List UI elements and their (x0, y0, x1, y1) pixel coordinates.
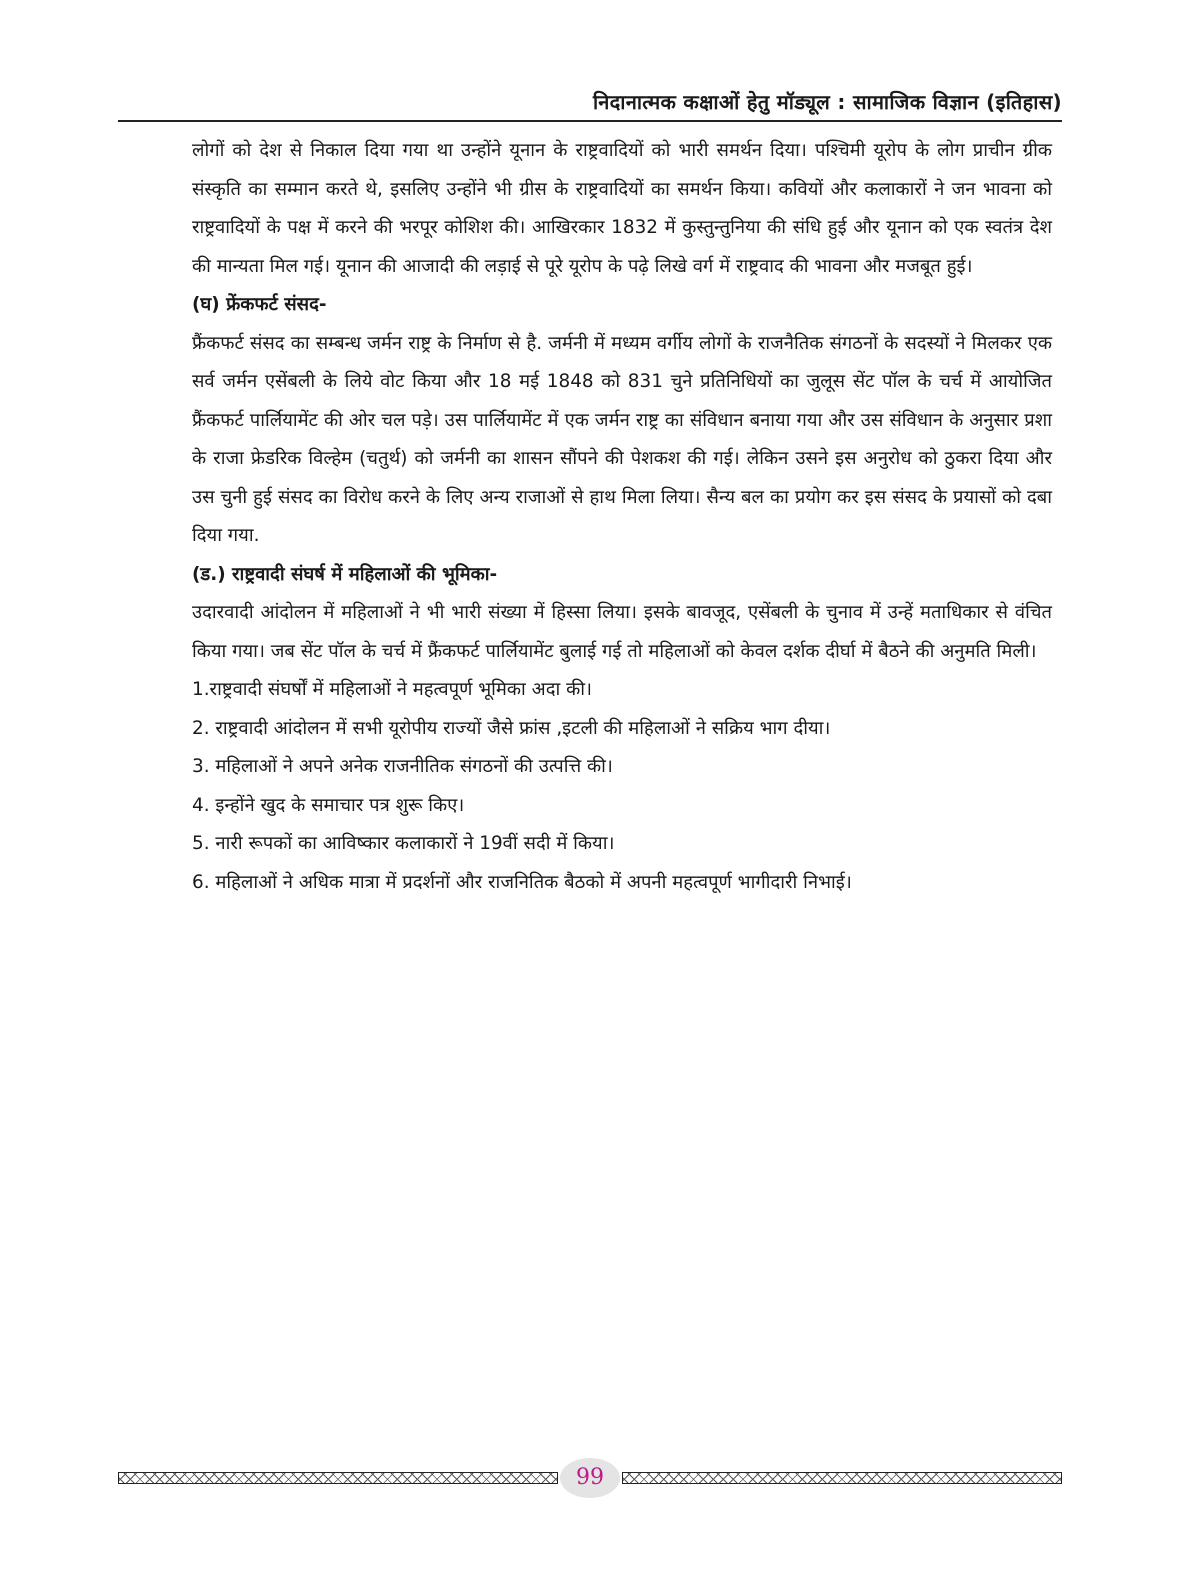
list-item: 2. राष्ट्रवादी आंदोलन में सभी यूरोपीय राज्यों जैसे फ्रांस ,इटली की महिलाओं ने सक्रिय भाग दीया। (192, 717, 831, 739)
list-item: 3. महिलाओं ने अपने अनेक राजनीतिक संगठनों की उत्पत्ति की। (192, 756, 613, 777)
paragraph-women-role: उदारवादी आंदोलन में महिलाओं ने भी भारी संख्या में हिस्सा लिया। इसके बावजूद, एसेंबली के चुनाव में उन्हें मताधिकार से वंचित किया गया। जब सेंट पॉल के चर्च में फ्रैंकफर्ट पार्लियामेंट बुलाई गई तो महिलाओं को केवल दर्शक दीर्घा में बैठने की अनुमति मिली। (192, 602, 1052, 662)
paragraph-greek-independence: लोगों को देश से निकाल दिया गया था उन्होंने यूनान के राष्ट्रवादियों को भारी समर्थन दिया। पश्चिमी यूरोप के लोग प्राचीन ग्रीक संस्कृति का सम्मान करते थे, इसलिए उन्होंने भी ग्रीस के राष्ट्रवादियों का समर्थन किया। कवियों और कलाकारों ने जन भावना को राष्ट्रवादियों के पक्ष में करने की भरपूर कोशिश की। आखिरकार 1832 में कुस्तुन्तुनिया की संधि हुई और यूनान को एक स्वतंत्र देश की मान्यता मिल गई। यूनान की आजादी की लड़ाई से पूरे यूरोप के पढ़े लिखे वर्ग में राष्ट्रवाद की भावना और मजबूत हुई। (192, 140, 1052, 277)
footer-border-left (118, 1472, 558, 1484)
footer-border-right (622, 1472, 1062, 1484)
header-rule (118, 120, 1062, 122)
list-item: 1.राष्ट्रवादी संघर्षों में महिलाओं ने महत्वपूर्ण भूमिका अदा की। (192, 679, 592, 700)
running-header: निदानात्मक कक्षाओं हेतु मॉड्यूल : सामाजिक विज्ञान (इतिहास) (593, 90, 1062, 114)
list-item: 5. नारी रूपकों का आविष्कार कलाकारों ने 19वीं सदी में किया। (192, 833, 615, 854)
paragraph-frankfurt-parliament: फ्रैंकफर्ट संसद का सम्बन्ध जर्मन राष्ट्र के निर्माण से है. जर्मनी में मध्यम वर्गीय लोगों के राजनैतिक संगठनों के सदस्यों ने मिलकर एक सर्व जर्मन एसेंबली के लिये वोट किया और 18 मई 1848 को 831 चुने प्रतिनिधियों का जुलूस सेंट पॉल के चर्च में आयोजित फ्रैंकफर्ट पार्लियामेंट की ओर चल पड़े। उस पार्लियामेंट में एक जर्मन राष्ट्र का संविधान बनाया गया और उस संविधान के अनुसार प्रशा के राजा फ्रेडरिक विल्हेम (चतुर्थ) को जर्मनी का शासन सौंपने की पेशकश की गई। लेकिन उसने इस अनुरोध को ठुकरा दिया और उस चुनी हुई संसद का विरोध करने के लिए अन्य राजाओं से हाथ मिला लिया। सैन्य बल का प्रयोग कर इस संसद के प्रयासों को दबा दिया गया. (192, 332, 1052, 546)
points-list (192, 671, 1052, 902)
page-body (192, 132, 1052, 902)
list-item: 6. महिलाओं ने अधिक मात्रा में प्रदर्शनों और राजनितिक बैठको में अपनी महत्वपूर्ण भागीदारी निभाई। (192, 871, 852, 893)
page-number: 99 (560, 1458, 620, 1498)
page-footer (118, 1467, 1062, 1497)
heading-women-role: (ड.) राष्ट्रवादी संघर्ष में महिलाओं की भूमिका- (192, 563, 498, 585)
list-item: 4. इन्होंने खुद के समाचार पत्र शुरू किए। (192, 794, 465, 816)
heading-frankfurt-parliament: (घ) फ्रेंकफर्ट संसद- (192, 294, 327, 315)
